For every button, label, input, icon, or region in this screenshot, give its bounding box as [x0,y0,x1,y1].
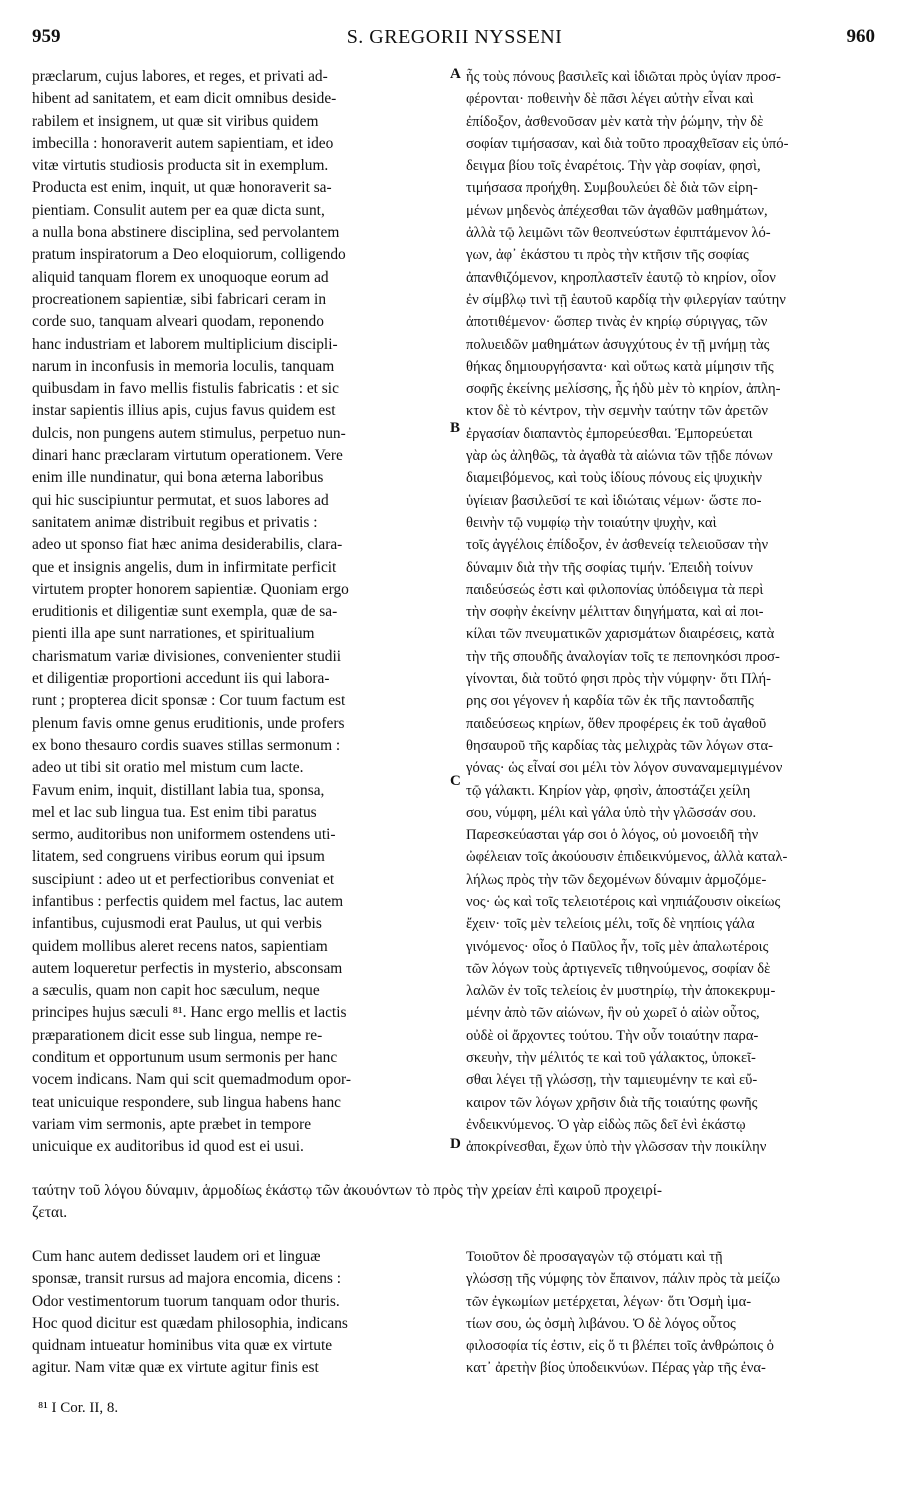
text-line: παιδεύσεώς ἐστι καὶ φιλοπονίας ὑπόδειγμα τὰ περὶ [466,581,764,598]
text-line: πολυειδῶν μαθημάτων ἀσυγχύτους ἐν τῇ μνήμῃ τὰς [466,336,770,353]
page-number-right: 960 [846,26,875,47]
text-line: οὐδὲ οἱ ἄρχοντες τούτου. Τὴν οὖν τοιαύτην παρα- [466,1027,759,1044]
text-line: ἧς τοὺς πόνους βασιλεῖς καὶ ἰδιῶται πρὸς ὑγίαν προσ- [466,69,781,85]
text-line: narum in inconfusis in memoria loculis, tanquam [32,357,335,375]
text-line: dulcis, non pungens autem stimulus, perpetuo nun- [32,424,346,442]
text-line: ἀποτιθέμενον· ὥσπερ τινὰς ἐν κηρίῳ σύριγγας, τῶν [466,314,768,331]
text-line: νος· ὡς καὶ τοῖς τελειοτέροις καὶ νηπιάζουσιν οἰκείως [466,893,781,910]
text-line: quibusdam in favo mellis fistulis fabricatis : et sic [32,380,339,398]
footnote: ⁸¹ I Cor. II, 8. [38,1400,119,1416]
text-line: præclarum, cujus labores, et reges, et privati ad- [32,68,328,85]
text-line: procreationem sapientiæ, sibi fabricari ceram in [32,290,327,308]
text-line: κατ᾽ ἀρετὴν βίος ὑποδεικνύων. Πέρας γὰρ τῆς ἐνα- [466,1360,766,1377]
text-line: pienti illa ape sunt narrationes, et spiritualium [32,625,315,643]
text-line: mel et lac sub lingua tua. Est enim tibi paratus [32,803,317,821]
text-line: et diligentiæ proportioni accedunt iis qui labora- [32,670,330,688]
text-line: aliquid tanquam florem ex unoquoque eorum ad [32,268,329,286]
text-line: μένην ἀπὸ τῶν αἰώνων, ἣν οὐ χωρεῖ ὁ αἰὼν οὗτος, [466,1005,760,1022]
text-line: σου, νύμφη, μέλι καὶ γάλα ὑπὸ τὴν γλῶσσάν σου. [466,804,757,821]
text-line: pratum inspiratorum a Deo eloquiorum, colligendo [32,246,346,264]
margin-letter-c: C [450,773,461,789]
text-line: vitæ virtutis studiosis producta sit in exemplum. [32,157,329,175]
text-line: a nulla bona abstinere disciplina, sed pervolantem [32,224,340,242]
text-line: ρης σοι γέγονεν ἡ καρδία τῶν ἐκ τῆς παντοδαπῆς [466,693,754,710]
text-line: τιμήσασα προήχθη. Συμβουλεύει δὲ διὰ τῶν εἰρη- [466,180,758,197]
text-line: τὴν τῆς σπουδῆς ἀναλογίαν τοῖς τε πεπονηκόσι προσ- [466,648,780,665]
text-line: θεινὴν τῷ νυμφίῳ τὴν τοιαύτην ψυχὴν, καὶ [466,514,717,531]
text-line: Cum hanc autem dedisset laudem ori et linguæ [32,1248,321,1265]
margin-letter-d: D [450,1136,461,1152]
text-line: adeo ut tibi sit oratio mel mistum cum lacte. [32,759,304,777]
text-line: διαμειβόμενος, καὶ τοὺς ἰδίους πόνους εἰς ψυχικὴν [466,470,762,487]
text-line: litatem, sed congruens viribus eorum qui ipsum [32,848,325,866]
text-line: τοῖς ἀγγέλοις ἐπίδοξον, ἐν ἀσθενείᾳ τελειοῦσαν τὴν [466,537,769,554]
text-line: ἀπανθιζόμενον, κηροπλαστεῖν ἑαυτῷ τὸ κηρίον, οἷον [466,269,776,286]
text-line: instar sapientis illius apis, cujus favus quidem est [32,402,336,420]
text-line: rabilem et insignem, ut quæ sit viribus quidem [32,112,319,130]
text-line: γόνας· ὡς εἶναί σοι μέλι τὸν λόγον συναναμεμιγμένον [466,760,783,777]
text-line: παιδεύσεως κηρίων, ὅθεν προφέρεις ἐκ τοῦ ἀγαθοῦ [466,715,767,732]
text-line: κίλαι τῶν πνευματικῶν χαρισμάτων διαιρέσεις, κατὰ [466,626,775,643]
text-line: variam vim sermonis, apte præbet in tempore [32,1115,312,1133]
text-line: ὠφέλειαν τοῖς ἀκούουσιν ἐπιδεικνύμενος, ἀλλὰ καταλ- [466,849,788,866]
text-line: hanc industriam et laborem multiplicium discipli- [32,335,338,353]
text-line: ἐνδεικνύμενος. Ὁ γὰρ εἰδὼς πῶς δεῖ ἑνὶ ἑκάστῳ [466,1116,746,1133]
text-line: τὴν σοφὴν ἐκείνην μέλιτταν διηγήματα, καὶ αἱ ποι- [466,604,764,621]
text-line: Odor vestimentorum tuorum tanquam odor thuris. [32,1292,340,1310]
margin-letter-a: A [450,66,461,82]
text-line: Παρεσκεύασται γάρ σοι ὁ λόγος, οὐ μονοειδῆ τὴν [466,827,759,844]
text-line: imbecilla : honoraverit autem sapientiam, et ideo [32,134,334,152]
text-line: γλώσσῃ τῆς νύμφης τὸν ἔπαινον, πάλιν πρὸς τὰ μείζω [466,1271,781,1288]
text-line: τῶν ἐγκωμίων μετέρχεται, λέγων· ὅτι Ὀσμὴ ἱμα- [466,1293,752,1310]
latin-column [32,66,442,1159]
text-line: λαλῶν ἐν τοῖς τελείοις ἐν μυστηρίῳ, τὴν ἀποκεκρυμ- [466,983,776,1000]
text-line: θησαυροῦ τῆς καρδίας τὰς μελιχρὰς τῶν λόγων στα- [466,737,773,754]
text-line: Favum enim, inquit, distillant labia tua, sponsa, [32,781,325,799]
text-line: γων, ἀφ᾽ ἑκάστου τι πρὸς τὴν κτῆσιν τῆς σοφίας [466,247,749,264]
text-line: κτον δὲ τὸ κέντρον, τὴν σεμνὴν ταύτην τῶν ἀρετῶν [466,403,769,420]
text-line: que et insignis angelis, dum in infirmitate perficit [32,558,337,576]
text-line: ζεται. [32,1204,68,1222]
text-line: principes hujus sæculi ⁸¹. Hanc ergo mellis et lactis [32,1004,347,1022]
text-line: θήκας δημιουργήσαντα· καὶ οὕτως κατὰ μίμησιν τῆς [466,358,774,375]
text-line: quidem mollibus aleret recens natos, sapientiam [32,937,328,955]
text-line: Hoc quod dicitur est quædam philosophia, indicans [32,1314,348,1332]
text-line: ex bono thesauro cordis suaves stillas sermonum : [32,736,341,754]
text-line: qui hic suscipiuntur permutat, et suos labores ad [32,491,329,509]
text-line: sponsæ, transit rursus ad majora encomia, dicens : [32,1270,342,1288]
text-line: δειγμα βίου τοῖς ἐναρέτοις. Τὴν γὰρ σοφίαν, φησὶ, [466,158,761,175]
text-line: conditum et opportunum usum sermonis per hanc [32,1049,338,1067]
page-number-left: 959 [32,26,61,47]
text-line: unicuique ex auditoribus id quod est ei usui. [32,1138,304,1156]
text-line: φιλοσοφία τίς ἐστιν, εἰς ὅ τι βλέπει τοῖς ἀνθρώποις ὁ [466,1338,774,1355]
greek-column-continued [466,1246,878,1380]
text-line: σοφίαν τιμήσασαν, καὶ διὰ τοῦτο προαχθεῖσαν εἰς ὑπό- [466,135,789,152]
text-line: sanitatem animæ distribuit regibus et privatis : [32,513,318,531]
text-line: ταύτην τοῦ λόγου δύναμιν, ἁρμοδίως ἑκάστῳ τῶν ἀκουόντων τὸ πρὸς τὴν χρείαν ἐπὶ καιροῦ προχειρί- [32,1182,663,1199]
text-line: Producta est enim, inquit, ut quæ honoraverit sa- [32,179,332,197]
text-line: μένων μηδενὸς ἀπέχεσθαι τῶν ἀγαθῶν μαθημάτων, [466,202,768,219]
text-line: τῶν λόγων τοὺς ἀρτιγενεῖς τιθηνούμενος, σοφίαν δὲ [466,960,771,977]
text-line: charismatum variæ divisiones, convenienter studii [32,647,342,665]
text-line: vocem indicans. Nam qui scit quemadmodum opor- [32,1071,351,1089]
text-line: ὑγίειαν βασιλεῦσί τε καὶ ἰδιώταις νέμων· ὥστε πο- [466,492,762,509]
spanning-greek-lines [32,1180,878,1225]
text-line: teat unicuique respondere, sub lingua habens hanc [32,1093,341,1111]
latin-column-continued [32,1246,442,1380]
text-line: δύναμιν διὰ τὴν τῆς σοφίας τιμήν. Ἐπειδὴ τοίνυν [466,559,753,576]
text-line: infantibus, cujusmodi erat Paulus, ut qui verbis [32,915,322,933]
text-line: runt ; propterea dicit sponsæ : Cor tuum factum est [32,692,346,710]
text-line: ἀποκρίνεσθαι, ἔχων ὑπὸ τὴν γλῶσσαν τὴν ποικίλην [466,1139,767,1156]
running-title: S. GREGORII NYSSENI [346,26,563,48]
text-line: sermo, auditoribus non uniformem ostendens uti- [32,826,336,844]
text-line: hibent ad sanitatem, et eam dicit omnibus deside- [32,90,337,108]
text-line: quidnam intueatur hominibus vita quæ ex virtute [32,1337,333,1355]
margin-letter-b: B [450,420,461,436]
text-line: eruditionis et diligentiæ sunt exempla, quæ de sa- [32,603,338,621]
text-line: a sæculis, quam non capit hoc sæculum, neque [32,982,320,1000]
text-line: ἔχειν· τοῖς μὲν τελείοις μέλι, τοῖς δὲ νηπίοις γάλα [466,916,755,933]
text-line: ἐν σίμβλῳ τινὶ τῇ ἑαυτοῦ καρδίᾳ τὴν φιλεργίαν ταύτην [466,291,786,308]
text-line: γινόμενος· οἷος ὁ Παῦλος ἦν, τοῖς μὲν ἁπαλωτέροις [466,938,769,955]
text-line: σοφῆς ἐκείνης μελίσσης, ἧς ἡδὺ μὲν τὸ κηρίον, ἀπλη- [466,381,781,398]
text-line: καιρον τῶν λόγων χρῆσιν διὰ τῆς τοιαύτης φωνῆς [466,1094,758,1111]
text-line: γὰρ ὡς ἀληθῶς, τὰ ἀγαθὰ τὰ αἰώνια τῶν τῇδε πόνων [466,448,773,465]
text-line: ἐργασίαν διαπαντὸς ἐμπορεύεσθαι. Ἐμπορεύεται [466,425,753,442]
text-line: pientiam. Consulit autem per ea quæ dicta sunt, [32,201,325,219]
text-line: agitur. Nam vitæ quæ ex virtute agitur finis est [32,1359,319,1377]
text-line: σκευὴν, τὴν μέλιτός τε καὶ τοῦ γάλακτος, ὑποκεῖ- [466,1050,756,1067]
text-line: λήλως πρὸς τὴν τῶν δεχομένων δύναμιν ἁρμοζόμε- [466,871,767,888]
text-line: suscipiunt : adeo ut et perfectioribus conveniat et [32,870,335,888]
text-line: corde suo, tanquam alveari quodam, reponendo [32,313,324,331]
text-line: σθαι λέγει τῇ γλώσσῃ, τὴν ταμιευμένην τε καὶ εὔ- [466,1072,758,1089]
text-line: enim ille nundinatur, qui bona æterna laboribus [32,469,324,487]
text-line: dinari hanc præclaram virtutum operationem. Vere [32,447,343,465]
text-line: τῷ γάλακτι. Κηρίον γὰρ, φησὶν, ἀποστάζει χείλη [466,782,751,799]
text-line: adeo ut sponso fiat hæc anima desiderabilis, clara- [32,536,343,554]
text-line: plenum favis omne genus eruditionis, unde profers [32,714,345,732]
text-line: γίνονται, διὰ τοῦτό φησι πρὸς τὴν νύμφην· ὅτι Πλή- [466,671,772,688]
text-line: ἐπίδοξον, ἀσθενοῦσαν μὲν κατὰ τὴν ῥώμην, τὴν δὲ [466,113,764,130]
text-line: ἀλλὰ τῷ λειμῶνι τῶν θεοπνεύστων ἐφιπτάμενον λό- [466,225,771,242]
text-line: virtutem propter honorem sapientiæ. Quoniam ergo [32,580,349,598]
text-line: τίων σου, ὡς ὀσμὴ λιβάνου. Ὁ δὲ λόγος οὗτος [466,1315,736,1332]
text-line: φέρονται· ποθεινὴν δὲ πᾶσι λέγει αὐτὴν εἶναι καὶ [466,91,754,108]
text-line: præparationem dicit esse sub lingua, nempe re- [32,1026,323,1044]
text-line: infantibus : perfectis quidem mel factus, lac autem [32,892,344,910]
text-line: autem loqueretur perfectis in mysterio, absconsam [32,959,343,977]
text-line: Τοιοῦτον δὲ προσαγαγὼν τῷ στόματι καὶ τῇ [466,1249,723,1265]
greek-column [466,66,878,1159]
